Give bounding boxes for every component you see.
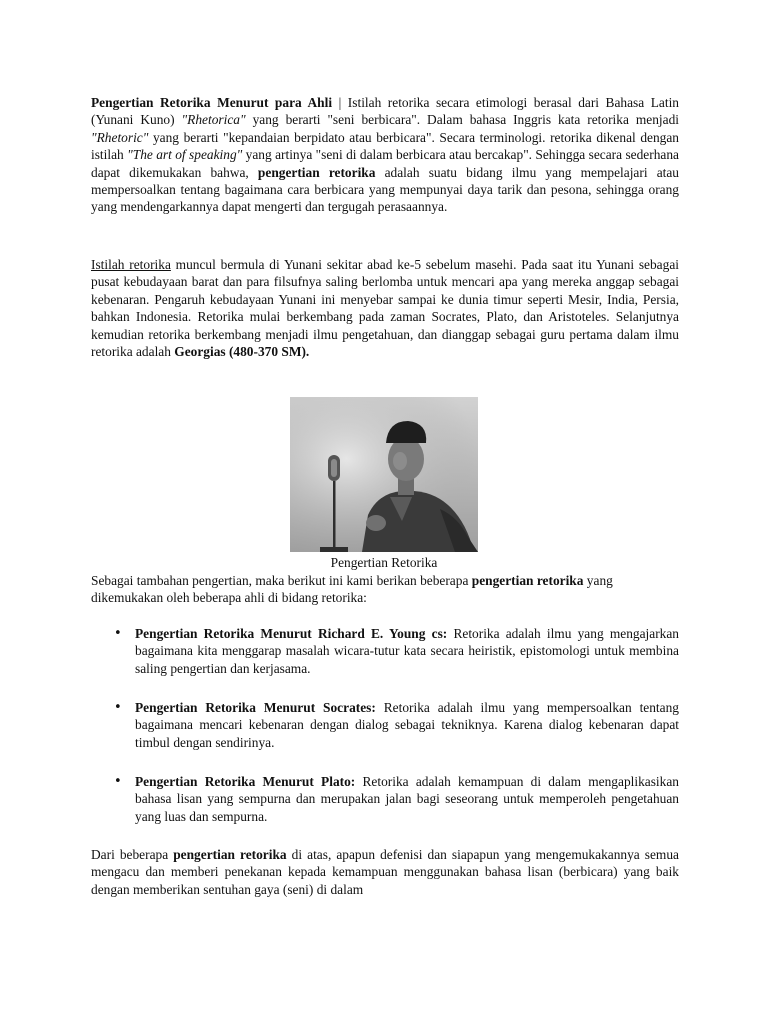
italic-term: "Rhetoric" <box>91 129 149 145</box>
paragraph-history <box>91 256 679 360</box>
speaker-photo <box>290 397 478 552</box>
text-run: yang berarti "seni berbicara". Dalam bahasa Inggris kata retorika menjadi <box>245 112 680 128</box>
bullet-icon: • <box>114 774 122 789</box>
bold-term: pengertian retorika <box>173 847 287 862</box>
text-run: yang dikemukakan oleh beberapa ahli di bidang retorika: <box>91 573 613 606</box>
text-run: Sebagai tambahan pengertian, maka berikut ini kami berikan beberapa <box>91 573 472 588</box>
list-item-heading: Pengertian Retorika Menurut Socrates: <box>135 700 376 715</box>
text-run: yang artinya "seni di dalam berbicara atau bercakap". Sehingga secara sederhana dapat dikemukakan bahwa, <box>91 147 679 180</box>
speaker-photo-image <box>290 397 478 552</box>
paragraph-list-intro <box>91 572 679 607</box>
article-title: Pengertian Retorika Menurut para Ahli <box>91 95 333 110</box>
list-item-heading: Pengertian Retorika Menurut Plato: <box>135 774 356 789</box>
list-item <box>112 699 679 751</box>
bold-term: Georgias (480-370 SM). <box>174 344 310 360</box>
paragraph-intro <box>91 94 679 216</box>
bullet-icon: • <box>114 626 122 641</box>
bold-term: pengertian retorika <box>257 164 376 180</box>
text-run: Istilah retorika secara etimologi berasal dari Bahasa Latin (Yunani Kuno) <box>91 95 679 128</box>
separator: | <box>332 95 348 110</box>
italic-term: "Rhetorica" <box>181 112 246 128</box>
list-item-text: Retorika adalah ilmu yang mengajarkan bagaimana kita menggarap masalah wicara-tutur kata secara heiristik, epistomologi untuk membina saling pengertian dan kerjasama. <box>135 626 679 676</box>
text-run: Dari beberapa <box>91 847 174 862</box>
bold-term: pengertian retorika <box>471 573 584 588</box>
list-item-heading: Pengertian Retorika Menurut Richard E. Young cs: <box>135 626 448 641</box>
italic-term: "The art of speaking" <box>127 147 243 163</box>
text-run: yang berarti "kepandaian berpidato atau berbicara". Secara terminologi. retorika dikenal dengan istilah <box>91 129 679 163</box>
term-link[interactable]: Istilah retorika <box>91 257 171 272</box>
text-run: adalah suatu bidang ilmu yang mempelajari atau mempersoalkan tentang bagaimana cara berbicara yang mempunyai daya tarik dan pesona, sehingga orang yang mendengarkannya dapat mengerti dan tergugah perasaannya. <box>91 164 680 215</box>
list-item <box>112 773 679 825</box>
text-run: di atas, apapun defenisi dan siapapun yang mengemukakannya semua mengacu dan memberi penekanan kepada kemampuan menggunakan bahasa lisan (berbicara) yang baik dengan memberikan sentuhan gaya (seni) di dalam <box>91 847 679 897</box>
list-item-text: Retorika adalah ilmu yang mempersoalkan tentang bagaimana mencari kebenaran dengan dialog sebagai tekniknya. Karena dialog kebenaran dapat timbul dengan sendirinya. <box>135 700 679 750</box>
list-item-text: Retorika adalah kemampuan di dalam mengaplikasikan bahasa lisan yang sempurna dan merupakan jalan bagi seseorang untuk memperoleh pengetahuan yang luas dan sempurna. <box>135 774 679 824</box>
paragraph-conclusion <box>91 846 679 898</box>
list-item <box>112 625 679 677</box>
figure-caption: Pengertian Retorika <box>330 555 438 570</box>
text-run: muncul bermula di Yunani sekitar abad ke-5 sebelum masehi. Pada saat itu Yunani sebagai pusat kebudayaan barat dan para filsufnya saling berlomba untuk mencari apa yang mereka anggap sebagai kebenaran. Pengaruh kebudayaan Yunani ini menyebar sampai ke dunia timur seperti Mesir, India, Persia, bahkan Indonesia. Retorika mulai berkembang pada zaman Socrates, Plato, dan Aristoteles. Selanjutnya kemudian retorika berkembang menjadi ilmu pengetahuan, dan dianggap sebagai guru pertama dalam ilmu retorika adalah <box>91 257 679 360</box>
bullet-icon: • <box>114 700 122 715</box>
